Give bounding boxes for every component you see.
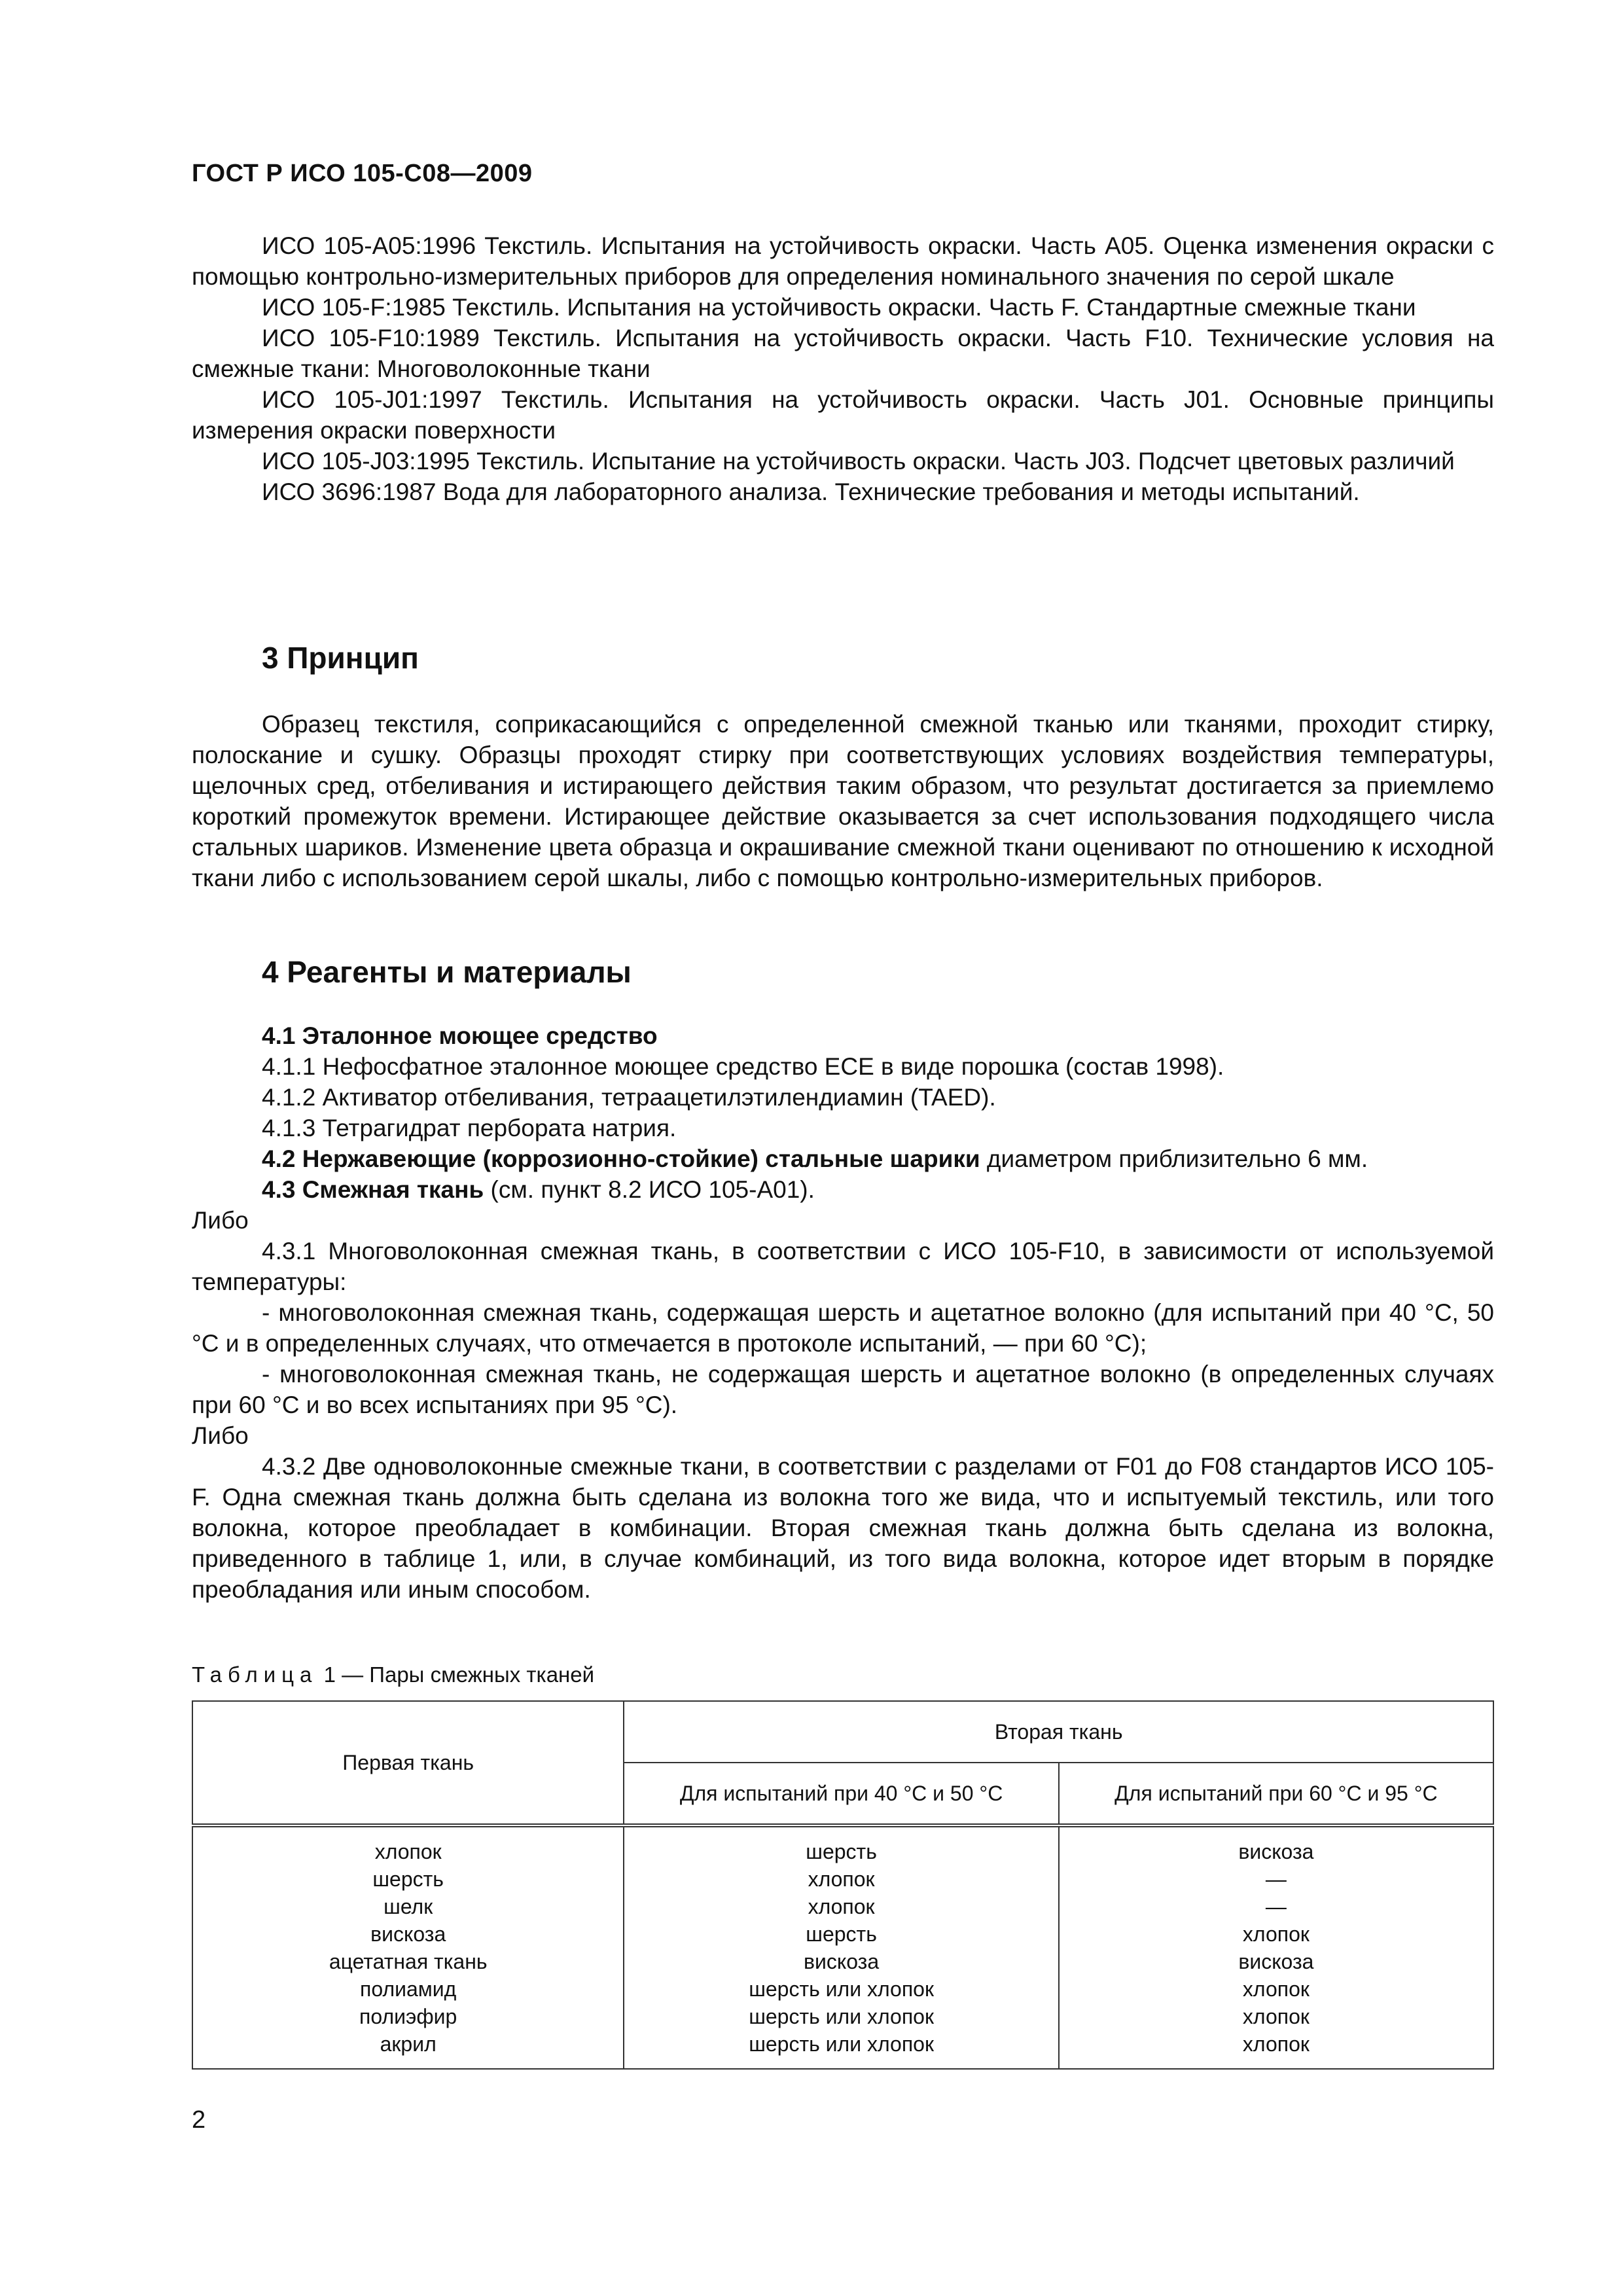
item-4-3-1: 4.3.1 Многоволоконная смежная ткань, в соответствии с ИСО 105-F10, в зависимости от используемой температуры: (192, 1238, 1494, 1295)
reference-item: ИСО 105-J01:1997 Текстиль. Испытания на устойчивость окраски. Часть J01. Основные принципы измерения окраски поверхности (192, 386, 1494, 444)
adjacent-fabrics-table (192, 1700, 1494, 2070)
table-cell: хлопок (1242, 1922, 1310, 1946)
table-cell: вискоза (370, 1922, 446, 1946)
standard-header: ГОСТ Р ИСО 105-С08—2009 (192, 160, 533, 187)
table-cell: полиамид (360, 1977, 457, 2001)
item-4-1-3: 4.1.3 Тетрагидрат пербората натрия. (262, 1115, 677, 1141)
reference-item: ИСО 3696:1987 Вода для лабораторного анализа. Технические требования и методы испытаний. (262, 478, 1360, 505)
subsection-4-1-title: 4.1 Эталонное моющее средство (262, 1022, 658, 1049)
table-cell: вискоза (1238, 1950, 1314, 1973)
bullet-item: - многоволоконная смежная ткань, не содержащая шерсть и ацетатное волокно (в определенных случаях при 60 °С и во всех испытаниях при 95 °С). (192, 1361, 1494, 1418)
column-40-50 (624, 1825, 1058, 2069)
table-caption-word: Таблица (192, 1662, 318, 1687)
table-cell: шерсть или хлопок (749, 2032, 934, 2056)
table-cell: шелк (383, 1895, 433, 1918)
section-4-title: 4 Реагенты и материалы (262, 955, 632, 989)
item-4-2 (192, 1143, 1494, 1174)
table-cell: вискоза (803, 1950, 880, 1973)
table-cell: шерсть или хлопок (749, 1977, 934, 2001)
item-4-3-title: 4.3 Смежная ткань (262, 1176, 484, 1203)
table-cell: хлопок (1242, 1977, 1310, 2001)
bullet-item: - многоволоконная смежная ткань, содержащая шерсть и ацетатное волокно (для испытаний при 40 °С, 50 °С и в определенных случаях, что отмечается в протоколе испытаний, — при 60 °С); (192, 1299, 1494, 1357)
table-cell: — (1265, 1895, 1287, 1918)
reference-item: ИСО 105-А05:1996 Текстиль. Испытания на устойчивость окраски. Часть А05. Оценка изменения окраски с помощью контрольно-измерительных приборов для определения номинального значения по серой шкале (192, 232, 1494, 290)
table-cell: хлопок (1242, 2005, 1310, 2028)
table-cell: хлопок (808, 1895, 875, 1918)
header-60-95: Для испытаний при 60 °С и 95 °С (1059, 1763, 1493, 1825)
normative-references (192, 230, 1494, 507)
item-4-3-2: 4.3.2 Две одноволоконные смежные ткани, в соответствии с разделами от F01 до F08 стандартов ИСО 105-F. Одна смежная ткань должна быть сделана из волокна того же вида, что и испытуемый текстиль, или того волокна, которое преобладает в комбинации. Вторая смежная ткань должна быть сделана из волокна, приведенного в таблице 1, или, в случае комбинаций, из того вида волокна, которое идет вторым в порядке преобладания или иным способом. (192, 1453, 1494, 1603)
section-3 (192, 638, 1494, 893)
either-label: Либо (192, 1422, 249, 1449)
section-3-title: 3 Принцип (262, 641, 419, 675)
page-number: 2 (192, 2106, 206, 2134)
table-cell: хлопок (374, 1840, 442, 1863)
reference-item: ИСО 105-J03:1995 Текстиль. Испытание на устойчивость окраски. Часть J03. Подсчет цветовых различий (262, 448, 1455, 475)
header-40-50: Для испытаний при 40 °С и 50 °С (624, 1763, 1058, 1825)
item-4-3-text: (см. пункт 8.2 ИСО 105-А01). (484, 1176, 815, 1203)
header-second-fabric: Вторая ткань (624, 1701, 1493, 1763)
item-4-2-text: диаметром приблизительно 6 мм. (980, 1145, 1368, 1172)
item-4-2-title: 4.2 Нержавеющие (коррозионно-стойкие) стальные шарики (262, 1145, 980, 1172)
reference-item: ИСО 105-F:1985 Текстиль. Испытания на устойчивость окраски. Часть F. Стандартные смежные ткани (262, 294, 1416, 321)
table-cell: хлопок (808, 1867, 875, 1891)
table-cell: полиэфир (359, 2005, 457, 2028)
item-4-1-1: 4.1.1 Нефосфатное эталонное моющее средство ЕСЕ в виде порошка (состав 1998). (262, 1053, 1224, 1080)
table-cell: акрил (380, 2032, 437, 2056)
reference-item: ИСО 105-F10:1989 Текстиль. Испытания на устойчивость окраски. Часть F10. Технические условия на смежные ткани: Многоволоконные ткани (192, 325, 1494, 382)
table-caption (192, 1662, 594, 1687)
item-4-1-2: 4.1.2 Активатор отбеливания, тетраацетилэтилендиамин (TAED). (262, 1084, 996, 1111)
table-cell: шерсть (372, 1867, 444, 1891)
table-cell: шерсть или хлопок (749, 2005, 934, 2028)
column-first-fabric (192, 1825, 624, 2069)
section-4 (192, 952, 1494, 1605)
table-cell: хлопок (1242, 2032, 1310, 2056)
item-4-3 (192, 1174, 1494, 1205)
table-cell: вискоза (1238, 1840, 1314, 1863)
table-cell: шерсть (806, 1840, 877, 1863)
table-caption-text: 1 — Пары смежных тканей (323, 1662, 595, 1687)
table-cell: шерсть (806, 1922, 877, 1946)
table-cell: — (1265, 1867, 1287, 1891)
section-3-text: Образец текстиля, соприкасающийся с определенной смежной тканью или тканями, проходит стирку, полоскание и сушку. Образцы проходят стирку при соответствующих условиях воздействия температуры, щелочных сред, отбеливания и истирающего действия таким образом, что результат достигается за приемлемо короткий промежуток времени. Истирающее действие оказывается за счет использования подходящего числа стальных шариков. Изменение цвета образца и окрашивание смежной ткани оценивают по отношению к исходной ткани либо с использованием серой шкалы, либо с помощью контрольно-измерительных приборов. (192, 711, 1494, 891)
table-cell: ацетатная ткань (329, 1950, 488, 1973)
either-label: Либо (192, 1207, 249, 1234)
header-first-fabric: Первая ткань (192, 1701, 624, 1825)
column-60-95 (1059, 1825, 1493, 2069)
